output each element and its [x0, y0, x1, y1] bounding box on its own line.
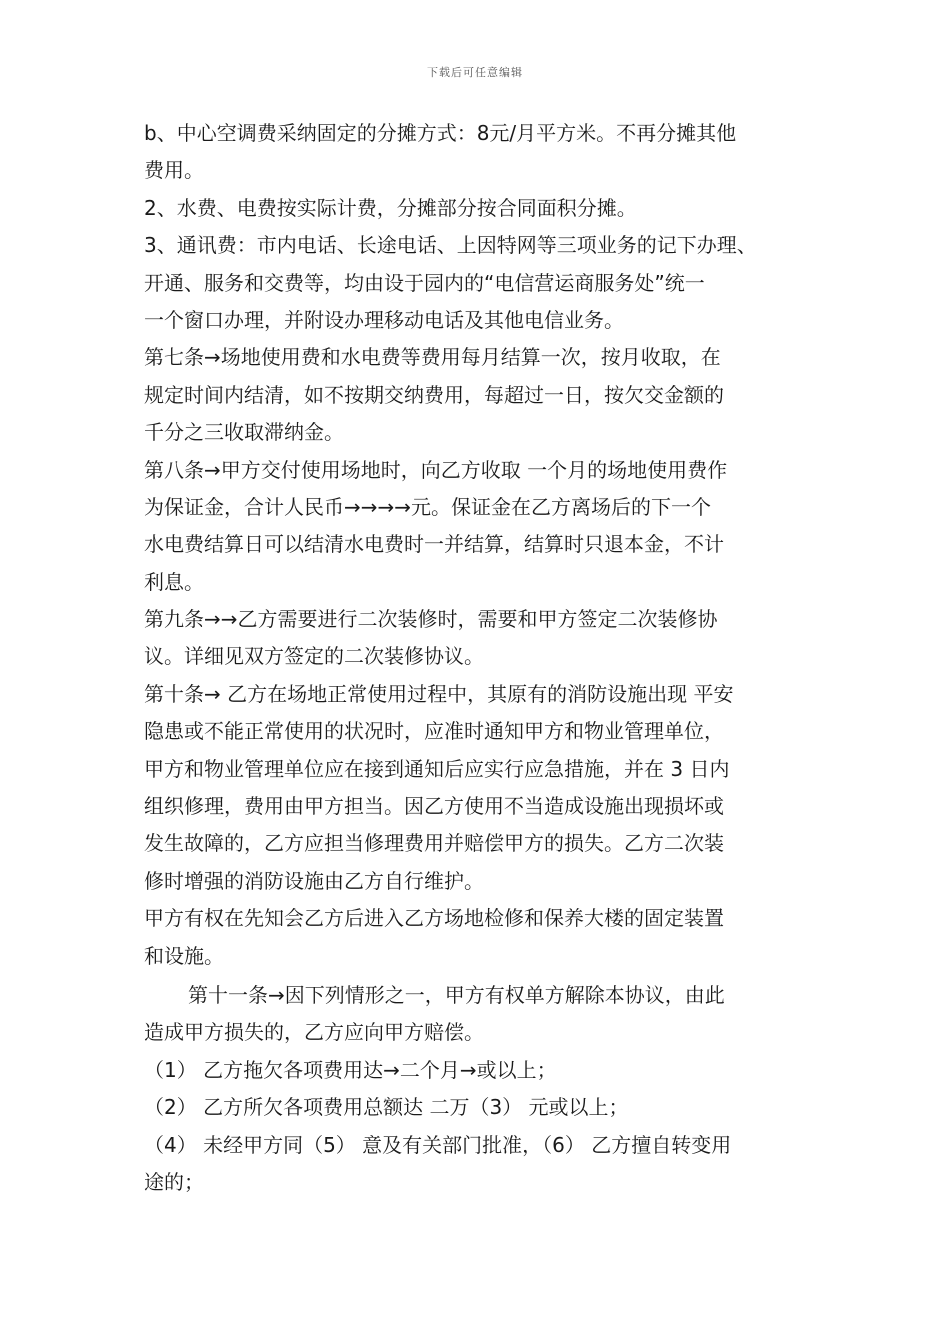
- text-line: 甲方和物业管理单位应在接到通知后应实行应急措施，并在 3 日内: [144, 756, 730, 781]
- text-line: 修时增强的消防设施由乙方自行维护。: [144, 868, 484, 893]
- text-line: b、中心空调费采纳固定的分摊方式：8元/月平方米。不再分摊其他: [144, 121, 737, 145]
- page-header: 下载后可任意编辑: [427, 66, 523, 79]
- text-line: 第八条→甲方交付使用场地时，向乙方收取 一个月的场地使用费作: [144, 457, 728, 482]
- text-line: 发生故障的，乙方应担当修理费用并赔偿甲方的损失。乙方二次装: [144, 831, 724, 856]
- list-item: （4） 未经甲方同（5） 意及有关部门批准，（6） 乙方擅自转变用: [144, 1132, 732, 1157]
- document-body: [144, 115, 810, 1201]
- text-line: 第七条→场地使用费和水电费等费用每月结算一次，按月收取，在: [144, 345, 721, 370]
- text-line: 水电费结算日可以结清水电费时一并结算，结算时只退本金，不计: [144, 532, 724, 557]
- text-line: 途的；: [144, 1169, 204, 1194]
- text-line: 规定时间内结清，如不按期交纳费用，每超过一日，按欠交金额的: [144, 382, 724, 407]
- text-line: 甲方有权在先知会乙方后进入乙方场地检修和保养大楼的固定装置: [144, 906, 724, 931]
- text-line-indented: 第十一条→因下列情形之一，甲方有权单方解除本协议，由此: [188, 982, 725, 1007]
- text-line: 费用。: [144, 158, 204, 183]
- text-line: 2、水费、电费按实际计费，分摊部分按合同面积分摊。: [144, 195, 637, 220]
- text-line: 和设施。: [144, 943, 224, 968]
- text-line: 议。详细见双方签定的二次装修协议。: [144, 644, 484, 669]
- text-line: 利息。: [144, 569, 204, 594]
- text-line: 第九条→→乙方需要进行二次装修时，需要和甲方签定二次装修协: [144, 607, 718, 632]
- text-line: 3、通讯费：市内电话、长途电话、上因特网等三项业务的记下办理、: [144, 233, 757, 258]
- text-line: 组织修理，费用由甲方担当。因乙方使用不当造成设施出现损坏或: [144, 794, 724, 819]
- list-item: （1） 乙方拖欠各项费用达→二个月→或以上；: [144, 1057, 557, 1082]
- text-line: 第十条→ 乙方在场地正常使用过程中，其原有的消防设施出现 平安: [144, 681, 734, 706]
- text-line: 一个窗口办理，并附设办理移动电话及其他电信业务。: [144, 307, 624, 332]
- text-line: 千分之三收取滞纳金。: [144, 420, 344, 445]
- text-line: 为保证金，合计人民币→→→→元。保证金在乙方离场后的下一个: [144, 494, 712, 519]
- text-line: 造成甲方损失的，乙方应向甲方赔偿。: [144, 1020, 484, 1045]
- list-item: （2） 乙方所欠各项费用总额达 二万（3） 元或以上；: [144, 1095, 629, 1120]
- text-line: 隐患或不能正常使用的状况时，应准时通知甲方和物业管理单位，: [144, 719, 724, 744]
- text-line: 开通、服务和交费等，均由设于园内的“电信营运商服务处”统一: [144, 270, 705, 295]
